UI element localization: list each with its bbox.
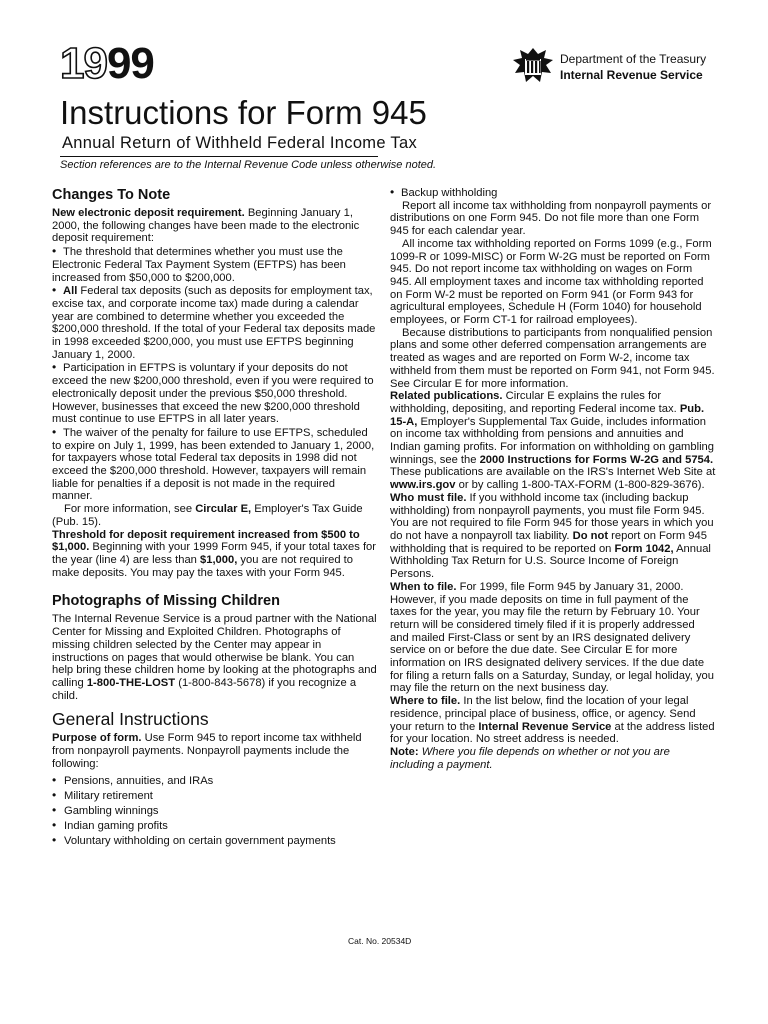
- paragraph-text: The Internal Revenue Service is a proud partner with the National Center for Missing and Exploited Children. Photographs of missing children selected by the Center may appear in instructions on pages that would otherwise be blank. You can help bring these children home by looking at the photographs and calling: [52, 613, 377, 689]
- bold-text: 2000 Instructions for Forms W-2G and 5754.: [479, 453, 714, 466]
- list-item: • Voluntary withholding on certain government payments: [52, 833, 378, 848]
- heading-general-instructions: General Instructions: [52, 709, 209, 730]
- paragraph-threshold-increase: [52, 529, 378, 580]
- page-subtitle: Annual Return of Withheld Federal Income Tax: [62, 134, 417, 152]
- paragraph-text: or by calling 1-800-TAX-FORM (1-800-829-3676).: [455, 479, 705, 492]
- agency-irs: Internal Revenue Service: [560, 68, 703, 82]
- list-item: • Gambling winnings: [52, 803, 378, 818]
- agency-block: [512, 46, 752, 86]
- paragraph-text: These publications are available on the IRS's Internet Web Site at: [390, 466, 716, 479]
- right-column: [390, 186, 716, 771]
- heading-changes-to-note: Changes To Note: [52, 187, 171, 203]
- paragraph-missing-children: [52, 613, 378, 702]
- nonpayroll-list: [52, 773, 378, 848]
- paragraph-text: Use Form 945 to report income tax withheld from nonpayroll payments. Nonpayroll payments include the following:: [52, 732, 362, 770]
- form-year: [60, 40, 154, 88]
- run-in-heading: Purpose of form.: [52, 732, 142, 745]
- bullet-participation: • Participation in EFTPS is voluntary if your deposits do not exceed the new $200,000 threshold, even if you were required to electronically deposit under the previous $50,000 threshold. However, businesses that exceed the new $200,000 threshold must continue to use EFTPS in all later years.: [52, 361, 378, 426]
- paragraph-text: at the address listed for your location. No street address is needed.: [390, 720, 715, 746]
- paragraph-text: report on Form 945 withholding that is required to be reported on: [390, 529, 707, 555]
- paragraph-where-to-file: [390, 695, 716, 746]
- paragraph-purpose-of-form: [52, 732, 378, 770]
- section-references-note: Section references are to the Internal Revenue Code unless otherwise noted.: [60, 159, 437, 171]
- bullet-all-deposits: [52, 284, 378, 361]
- paragraph-note: [390, 746, 716, 771]
- note-text: Where you file depends on whether or not you are including a payment.: [390, 745, 670, 771]
- left-column: [52, 186, 378, 848]
- paragraph-text: Employer's Supplemental Tax Guide, includes information on income tax withholding from pensions and annuities and Indian gaming profits. For information on withholding on gambling winnings, see the: [390, 415, 715, 466]
- paragraph-text: you are not required to make deposits. You may pay the taxes with your Form 945.: [52, 553, 354, 579]
- bold-text: All: [63, 285, 78, 298]
- bullet-backup-withholding: • Backup withholding: [390, 186, 716, 200]
- bullet-penalty-waiver: • The waiver of the penalty for failure to use EFTPS, scheduled to expire on July 1, 1999, has been extended to January 1, 2000, for taxpayers whose total Federal tax deposits in 1998 did not exceed the $200,000 threshold. However, taxpayers will remain liable for penalties if a deposit is not made in the required manner.: [52, 426, 378, 503]
- paragraph-text: Circular E explains the rules for withholding, depositing, and reporting Federal income tax.: [390, 390, 680, 415]
- run-in-heading: Note:: [390, 745, 419, 758]
- paragraph-nonqualified-plans: Because distributions to participants from nonqualified pension plans and some other deferred compensation arrangements are treated as wages and are reported on Form W-2, income tax withheld from them must be reported on Form 941, not Form 945. See Circular E for more information.: [390, 326, 715, 390]
- run-in-heading: Threshold for deposit requirement increased from $500 to $1,000.: [52, 528, 360, 554]
- paragraph-more-info: [52, 503, 378, 528]
- bold-text: $1,000,: [200, 553, 238, 566]
- paragraph-text: In the list below, find the location of your legal residence, principal place of business, office, or agency. Send your return to the: [390, 695, 696, 733]
- run-in-heading: New electronic deposit requirement.: [52, 207, 245, 219]
- paragraph-text: For more information, see: [64, 503, 196, 516]
- list-item: • Pensions, annuities, and IRAs: [52, 773, 378, 788]
- agency-lines: [560, 51, 706, 83]
- paragraph-forms-1099: All income tax withholding reported on Forms 1099 (e.g., Form 1099-R or 1099-MISC) or Form W-2G must be reported on Form 945. Do not report income tax withholding on wages on Form 945. All employment taxes and income tax withholding reported on Form W-2 must be reported on Form 941 (or Form 943 for agricultural employees, Schedule H (Form 1040) for household employees, or Form CT-1 for railroad employees).: [390, 237, 712, 327]
- run-in-heading: When to file.: [390, 580, 457, 593]
- paragraph-text: (1-800-843-5678) if you recognize a child.: [52, 676, 357, 702]
- paragraph-text: Employer's Tax Guide (Pub. 15).: [52, 503, 363, 528]
- year-solid: 99: [106, 39, 154, 88]
- document-header: [0, 0, 768, 180]
- paragraph-text: Beginning with your 1999 Form 945, if your total taxes for the year (line 4) are less than: [52, 541, 377, 566]
- paragraph-electronic-deposit: [52, 207, 378, 245]
- list-item: • Indian gaming profits: [52, 818, 378, 833]
- bold-text: Form 1042,: [614, 542, 674, 555]
- paragraph-who-must-file: [390, 492, 716, 581]
- subtitle-divider: [60, 156, 378, 157]
- bold-text: Circular E,: [195, 503, 252, 516]
- paragraph-text: Beginning January 1, 2000, the following changes have been made to the electronic deposit requirement:: [52, 207, 360, 245]
- run-in-heading: Who must file.: [390, 491, 467, 504]
- paragraph-text: Federal tax deposits (such as deposits for employment tax, excise tax, and corporate income tax) made during a calendar year are combined to determine whether you exceeded the $200,000 threshold. If the total of your Federal tax deposits made in 1998 exceeded $200,000, you must use EFTPS beginning January 1, 2000.: [52, 285, 376, 361]
- paragraph-report-all: Report all income tax withholding from nonpayroll payments or distributions on one Form 945. Do not file more than one Form 945 for each calendar year.: [390, 199, 712, 238]
- run-in-heading: Where to file.: [390, 695, 461, 708]
- paragraph-text: For 1999, file Form 945 by January 31, 2000. However, if you made deposits on time in full payment of the taxes for the year, you may file the return by February 10. Your return will be considered timely filed if it is properly addressed and mailed First-Class or sent by an IRS designated delivery service on or before the due date. See Circular E for more information on IRS designated delivery services. If the due date for filing a return falls on a Saturday, Sunday, or legal holiday, you may file the return on the next business day.: [390, 580, 714, 695]
- bold-text: 1-800-THE-LOST: [86, 676, 176, 689]
- bold-text: Internal Revenue Service: [478, 720, 612, 733]
- bullet-threshold: • The threshold that determines whether you must use the Electronic Federal Tax Payment System (EFTPS) has been increased from $50,000 to $200,000.: [52, 245, 378, 284]
- paragraph-related-publications: [390, 390, 716, 492]
- paragraph-text: Annual Withholding Tax Return for U.S. Source Income of Foreign Persons.: [390, 542, 711, 581]
- bold-text: Do not: [572, 529, 609, 542]
- irs-website-link[interactable]: www.irs.gov: [390, 479, 456, 492]
- paragraph-when-to-file: [390, 581, 716, 695]
- page-title: Instructions for Form 945: [60, 94, 427, 131]
- run-in-heading: Related publications.: [390, 390, 503, 403]
- agency-department: Department of the Treasury: [560, 52, 707, 66]
- paragraph-text: If you withhold income tax (including backup withholding) from nonpayroll payments, you must file Form 945. You are not required to file Form 945 for those years in which you do not have a nonpayroll tax liability.: [390, 491, 714, 542]
- catalog-number: Cat. No. 20534D: [348, 936, 412, 946]
- heading-missing-children: Photographs of Missing Children: [52, 593, 280, 610]
- bold-text: Pub. 15-A,: [390, 402, 705, 428]
- irs-eagle-logo-icon: [512, 46, 554, 86]
- year-outline: 19: [60, 39, 107, 88]
- list-item: • Military retirement: [52, 788, 378, 803]
